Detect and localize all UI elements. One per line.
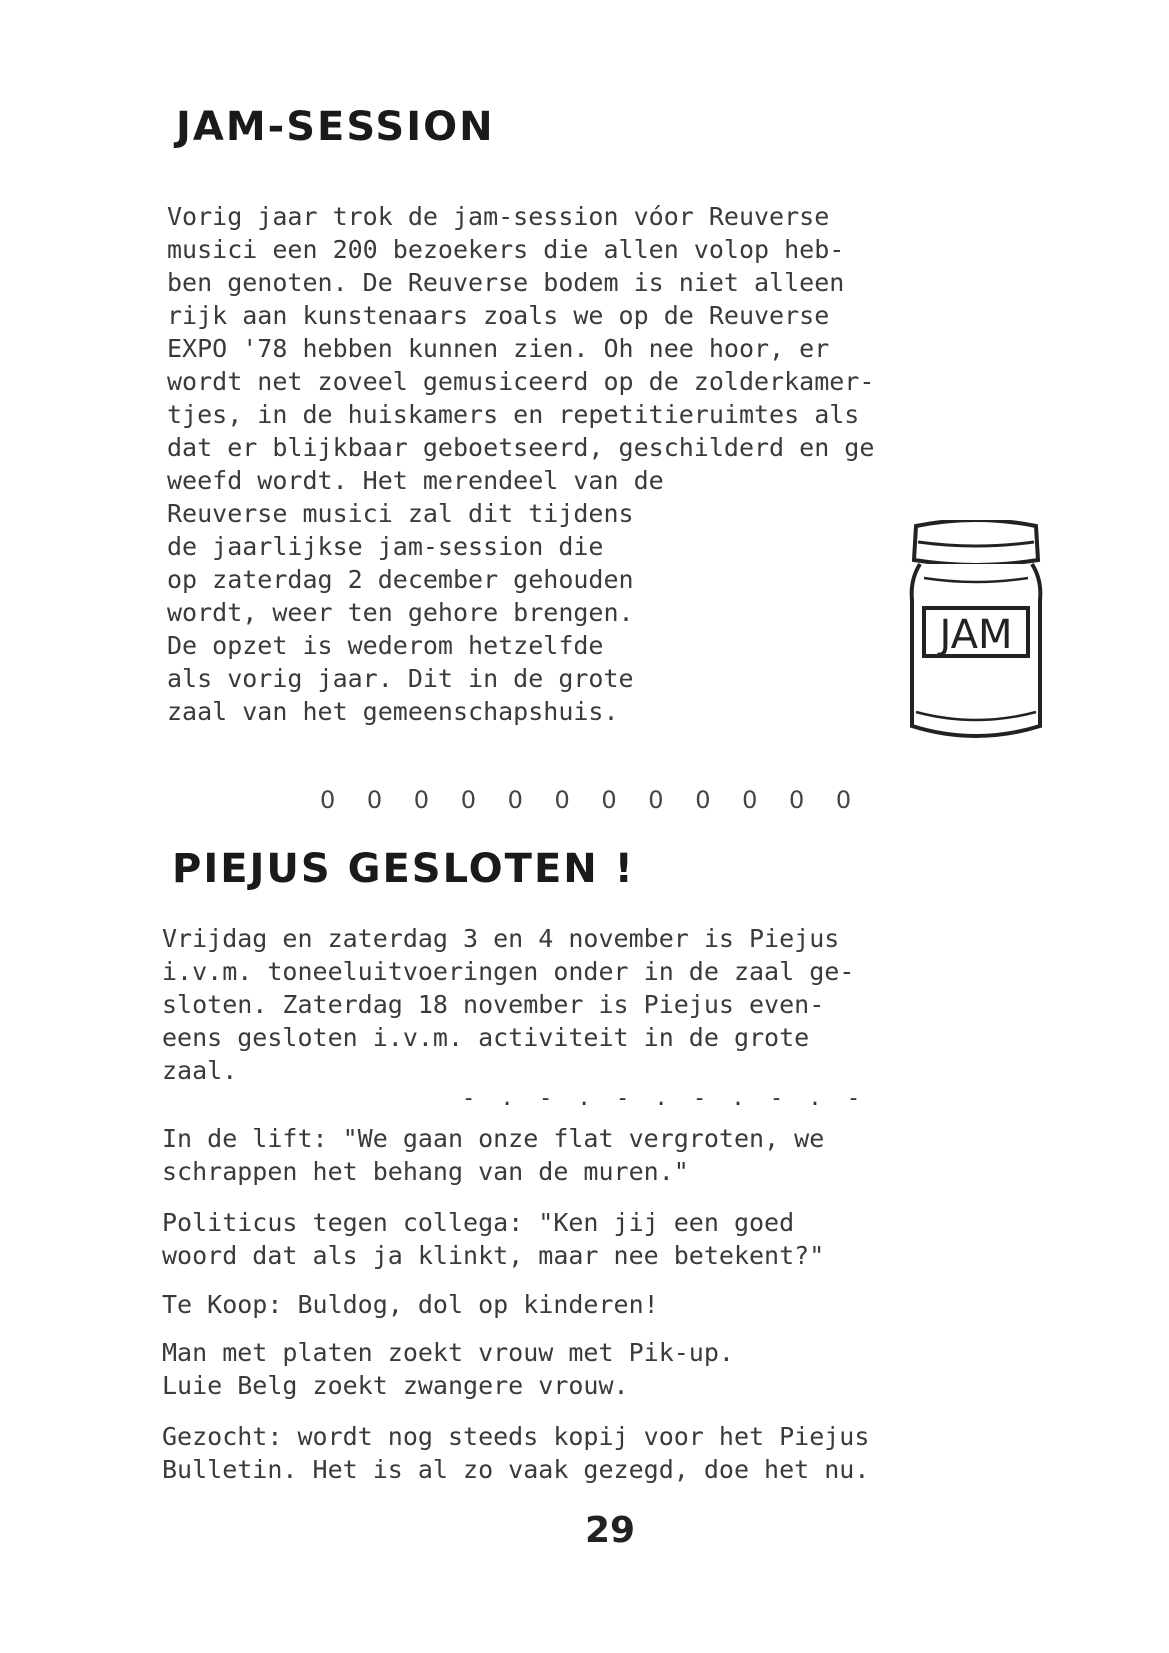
text-line: EXPO '78 hebben kunnen zien. Oh nee hoor, er	[167, 334, 830, 363]
text-line: Bulletin. Het is al zo vaak gezegd, doe het nu.	[162, 1455, 870, 1484]
text-line: schrappen het behang van de muren."	[162, 1157, 689, 1186]
text-line: de jaarlijkse jam-session die	[167, 532, 604, 561]
text-line: wordt, weer ten gehore brengen.	[167, 598, 634, 627]
jam-session-body	[167, 200, 874, 728]
text-line: In de lift: "We gaan onze flat vergroten, we	[162, 1124, 825, 1153]
text-line: De opzet is wederom hetzelfde	[167, 631, 604, 660]
text-line: Luie Belg zoekt zwangere vrouw.	[162, 1371, 629, 1400]
joke-gezocht	[162, 1420, 869, 1486]
page-number: 29	[585, 1510, 636, 1551]
joke-politicus	[162, 1206, 824, 1272]
text-line: Vorig jaar trok de jam-session vóor Reuverse	[167, 202, 830, 231]
text-line: sloten. Zaterdag 18 november is Piejus even-	[162, 990, 825, 1019]
text-line: zaal.	[162, 1056, 238, 1085]
text-line: Gezocht: wordt nog steeds kopij voor het Piejus	[162, 1422, 870, 1451]
separator-dashes: - . - . - . - . - . -	[462, 1086, 867, 1111]
text-line: Reuverse musici zal dit tijdens	[167, 499, 634, 528]
jar-label: JAM	[939, 612, 1013, 658]
text-line: rijk aan kunstenaars zoals we op de Reuverse	[167, 301, 830, 330]
text-line: Vrijdag en zaterdag 3 en 4 november is Piejus	[162, 924, 840, 953]
text-line: op zaterdag 2 december gehouden	[167, 565, 634, 594]
text-line: tjes, in de huiskamers en repetitieruimtes als	[167, 400, 860, 429]
text-line: musici een 200 bezoekers die allen volop heb-	[167, 235, 845, 264]
text-line: ben genoten. De Reuverse bodem is niet alleen	[167, 268, 845, 297]
joke-platen	[162, 1336, 734, 1402]
joke-buldog	[162, 1288, 659, 1321]
text-line: dat er blijkbaar geboetseerd, geschilderd en ge	[167, 433, 875, 462]
text-line: eens gesloten i.v.m. activiteit in de grote	[162, 1023, 810, 1052]
text-line: i.v.m. toneeluitvoeringen onder in de zaal ge-	[162, 957, 855, 986]
separator-zeros: 0 0 0 0 0 0 0 0 0 0 0 0	[320, 786, 864, 814]
text-line: wordt net zoveel gemusiceerd op de zolderkamer-	[167, 367, 875, 396]
text-line: als vorig jaar. Dit in de grote	[167, 664, 634, 693]
jam-session-title: JAM-SESSION	[176, 104, 495, 150]
text-line: Te Koop: Buldog, dol op kinderen!	[162, 1290, 659, 1319]
text-line: zaal van het gemeenschapshuis.	[167, 697, 619, 726]
joke-lift	[162, 1122, 824, 1188]
piejus-gesloten-body	[162, 922, 854, 1087]
jam-jar-illustration	[906, 520, 1046, 748]
piejus-gesloten-title: PIEJUS GESLOTEN !	[172, 846, 635, 892]
text-line: Politicus tegen collega: "Ken jij een goed	[162, 1208, 795, 1237]
text-line: Man met platen zoekt vrouw met Pik-up.	[162, 1338, 734, 1367]
text-line: weefd wordt. Het merendeel van de	[167, 466, 664, 495]
text-line: woord dat als ja klinkt, maar nee betekent?"	[162, 1241, 825, 1270]
